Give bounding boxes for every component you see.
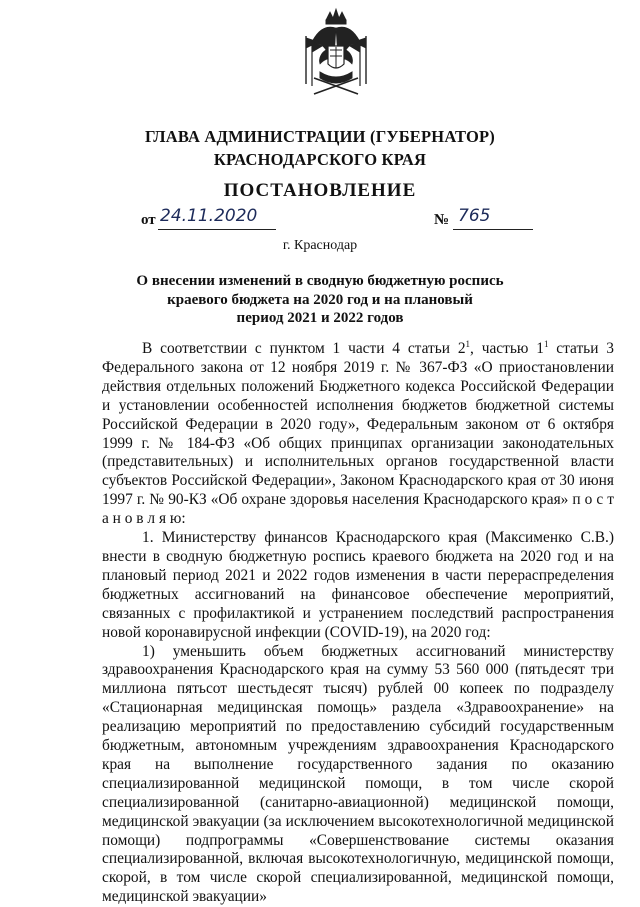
date-value-handwritten: 24.11.2020 — [160, 206, 276, 226]
number-underline — [453, 229, 533, 230]
authority-title-line-2: КРАСНОДАРСКОГО КРАЯ — [0, 150, 640, 170]
subject-line-1: О внесении изменений в сводную бюджетную роспись — [0, 272, 640, 291]
number-value-handwritten: 765 — [458, 206, 490, 226]
document-body — [102, 340, 614, 907]
date-underline — [158, 229, 276, 230]
subject-line-2: краевого бюджета на 2020 год и на плановый — [0, 291, 640, 310]
paragraph-item-1: 1. Министерству финансов Краснодарского края (Максименко С.В.) внести в сводную бюджетную роспись краевого бюджета на 2020 год и на плановый период 2021 и 2022 годов изменения в части перераспределения бюджетных ассигнований на финансовое обеспечение мероприятий, связанных с профилактикой и устранением последствий распространения новой коронавирусной инфекции (COVID-19), на 2020 год: — [102, 529, 614, 642]
paragraph-preamble: В соответствии с пунктом 1 части 4 статьи $2^1$, частью $1^1$ статьи 3 Федерального закона от 12 ноября 2019 г. № 367-ФЗ «О приостановлении действия отдельных положений Бюджетного кодекса Российской Федерации и установлении особенностей исполнения бюджетов бюджетной системы Российской Федерации в 2020 году», Федеральным законом от 6 октября 1999 г. № 184-ФЗ «Об общих принципах организации законодательных (представительных) и исполнительных органов государственной власти субъектов Российской Федерации», Законом Краснодарского края от 30 июня 1997 г. № 90-КЗ «Об охране здоровья населения Краснодарского края» п о с т а н о в л я ю: — [102, 340, 614, 529]
coat-of-arms-emblem — [296, 6, 376, 106]
document-type-title: ПОСТАНОВЛЕНИЕ — [0, 180, 640, 202]
paragraph-subitem-1: 1) уменьшить объем бюджетных ассигнований министерству здравоохранения Краснодарского края на сумму 53 560 000 (пятьдесят три миллиона пятьсот шестьдесят тысяч) рублей 00 копеек по подразделу «Стационарная медицинская помощь» раздела «Здравоохранение» на реализацию мероприятий по предоставлению субсидий государственным бюджетным, автономным учреждениям здравоохранения Краснодарского края на выполнение государственного задания по оказанию специализированной медицинской помощи, в том числе скорой специализированной (санитарно-авиационной) медицинской помощи, медицинской эвакуации (за исключением высокотехнологичной медицинской помощи) подпрограммы «Совершенствование системы оказания специализированной, включая высокотехнологичную, медицинской помощи, скорой, в том числе скорой специализированной, медицинской помощи, медицинской эвакуации» — [102, 643, 614, 907]
date-label: от — [141, 212, 156, 229]
document-subject — [0, 272, 640, 328]
subject-line-3: период 2021 и 2022 годов — [0, 309, 640, 328]
number-label: № — [434, 212, 449, 229]
authority-title-line-1: ГЛАВА АДМИНИСТРАЦИИ (ГУБЕРНАТОР) — [0, 127, 640, 147]
city-line: г. Краснодар — [0, 238, 640, 254]
